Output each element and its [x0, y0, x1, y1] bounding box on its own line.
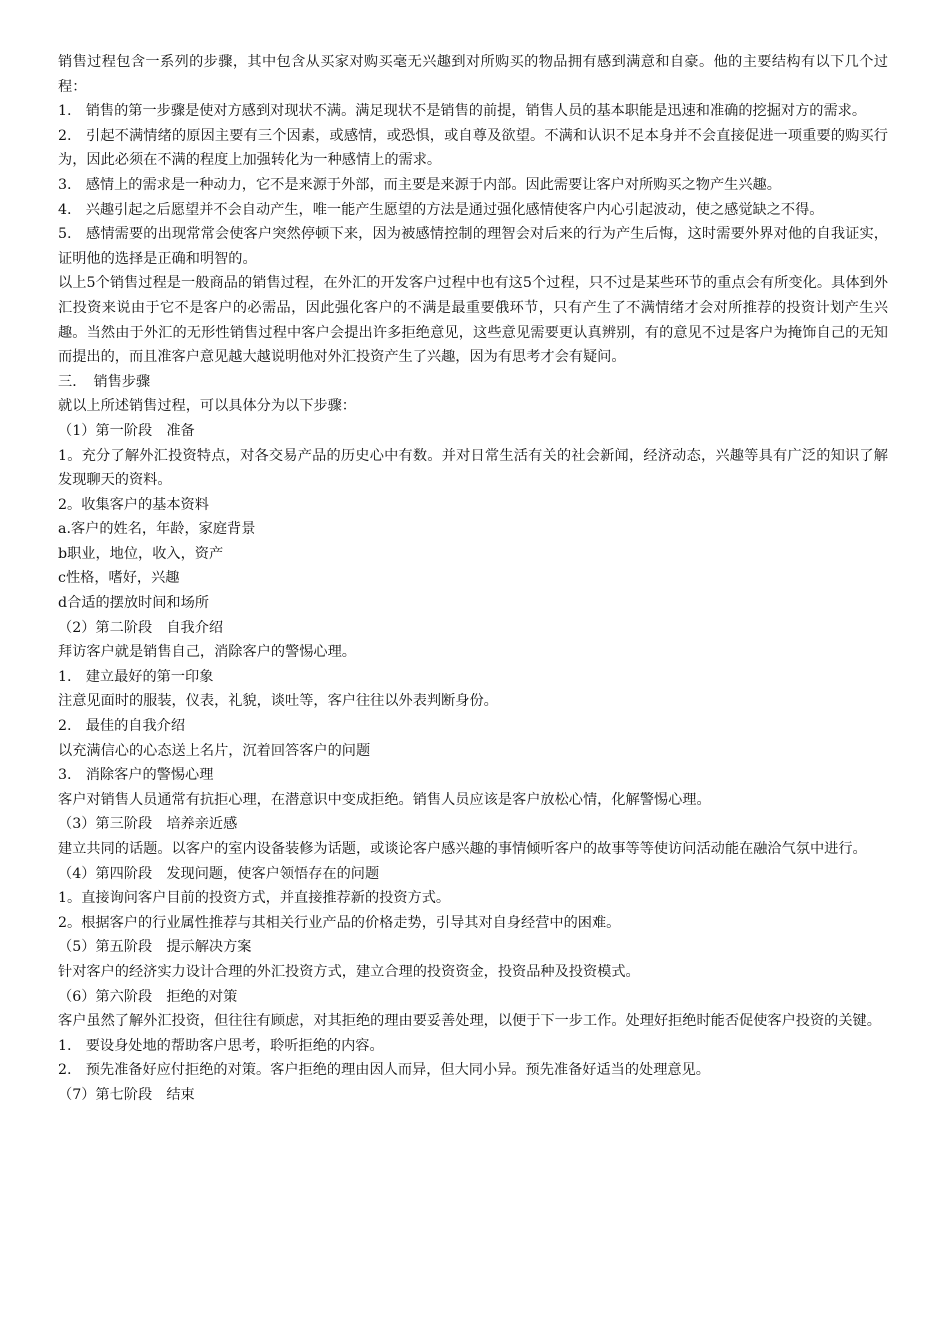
paragraph-intro: 销售过程包含一系列的步骤，其中包含从买家对购买毫无兴趣到对所购买的物品拥有感到满意和自豪。他的主要结构有以下几个过程： [58, 54, 888, 95]
paragraph: 以充满信心的心态送上名片，沉着回答客户的问题 [58, 742, 371, 759]
stage-heading-3: （3）第三阶段 培养亲近感 [58, 816, 238, 833]
list-item: d合适的摆放时间和场所 [58, 595, 209, 612]
stage-heading-1: （1）第一阶段 准备 [58, 422, 195, 439]
stage-heading-2: （2）第二阶段 自我介绍 [58, 619, 224, 636]
list-item: 3. 消除客户的警惕心理 [58, 767, 214, 784]
list-item: c性格，嗜好，兴趣 [58, 570, 180, 587]
document-page [58, 50, 888, 1108]
list-item: 2。根据客户的行业属性推荐与其相关行业产品的价格走势，引导其对自身经营中的困难。 [58, 914, 621, 931]
paragraph-process-4: 4. 兴趣引起之后愿望并不会自动产生，唯一能产生愿望的方法是通过强化感情使客户内心引起波动，使之感觉缺之不得。 [58, 201, 824, 218]
paragraph-process-5: 5. 感情需要的出现常常会使客户突然停顿下来，因为被感情控制的理智会对后来的行为产生后悔，这时需要外界对他的自我证实，证明他的选择是正确和明智的。 [58, 226, 888, 267]
list-item: 1. 要设身处地的帮助客户思考，聆听拒绝的内容。 [58, 1037, 384, 1054]
list-item: 1。充分了解外汇投资特点，对各交易产品的历史心中有数。并对日常生活有关的社会新闻，经济动态，兴趣等具有广泛的知识了解发现聊天的资料。 [58, 447, 888, 489]
stage-heading-4: （4）第四阶段 发现问题，使客户领悟存在的问题 [58, 865, 380, 882]
list-item: 1. 建立最好的第一印象 [58, 668, 214, 685]
paragraph: 针对客户的经济实力设计合理的外汇投资方式，建立合理的投资资金，投资品种及投资模式。 [58, 963, 640, 980]
list-item: b职业，地位，收入，资产 [58, 545, 224, 562]
list-item: a.客户的姓名，年龄，家庭背景 [58, 521, 256, 538]
paragraph-summary: 以上5个销售过程是一般商品的销售过程，在外汇的开发客户过程中也有这5个过程，只不过是某些环节的重点会有所变化。具体到外汇投资来说由于它不是客户的必需品，因此强化客户的不满是最重要俄环节，只有产生了不满情绪才会对所推荐的投资计划产生兴趣。当然由于外汇的无形性销售过程中客户会提出许多拒绝意见，这些意见需要更认真辨别，有的意见不过是客户为掩饰自己的无知而提出的，而且准客户意见越大越说明他对外汇投资产生了兴趣，因为有思考才会有疑问。 [58, 275, 888, 366]
list-item: 2. 最佳的自我介绍 [58, 718, 186, 735]
paragraph-steps-intro: 就以上所述销售过程，可以具体分为以下步骤： [58, 398, 356, 415]
list-item: 2。收集客户的基本资料 [58, 496, 209, 513]
paragraph-process-1: 1. 销售的第一步骤是使对方感到对现状不满。满足现状不是销售的前提，销售人员的基本职能是迅速和准确的挖掘对方的需求。 [58, 103, 867, 120]
list-item: 2. 预先准备好应付拒绝的对策。客户拒绝的理由因人而异，但大同小异。预先准备好适当的处理意见。 [58, 1062, 710, 1079]
paragraph-process-3: 3. 感情上的需求是一种动力，它不是来源于外部，而主要是来源于内部。因此需要让客户对所购买之物产生兴趣。 [58, 176, 781, 193]
list-item: 1。直接询问客户目前的投资方式，并直接推荐新的投资方式。 [58, 890, 451, 907]
paragraph-process-2: 2. 引起不满情绪的原因主要有三个因素，或感情，或恐惧，或自尊及欲望。不满和认识不足本身并不会直接促进一项重要的购买行为，因此必须在不满的程度上加强转化为一种感情上的需求。 [58, 127, 888, 169]
paragraph: 建立共同的话题。以客户的室内设备装修为话题，或谈论客户感兴趣的事情倾听客户的故事等等使访问活动能在融洽气氛中进行。 [58, 841, 867, 857]
stage-heading-6: （6）第六阶段 拒绝的对策 [58, 988, 238, 1005]
stage-heading-5: （5）第五阶段 提示解决方案 [58, 939, 252, 956]
paragraph: 拜访客户就是销售自己，消除客户的警惕心理。 [58, 644, 356, 661]
paragraph: 注意见面时的服装，仪表，礼貌，谈吐等，客户往往以外表判断身份。 [58, 693, 498, 710]
section-heading-sales-steps: 三． 销售步骤 [58, 373, 151, 390]
paragraph: 客户对销售人员通常有抗拒心理，在潜意识中变成拒绝。销售人员应该是客户放松心情，化解警惕心理。 [58, 791, 711, 808]
stage-heading-7: （7）第七阶段 结束 [58, 1086, 195, 1103]
paragraph: 客户虽然了解外汇投资，但往往有顾虑，对其拒绝的理由要妥善处理，以便于下一步工作。处理好拒绝时能否促使客户投资的关键。 [58, 1013, 881, 1030]
